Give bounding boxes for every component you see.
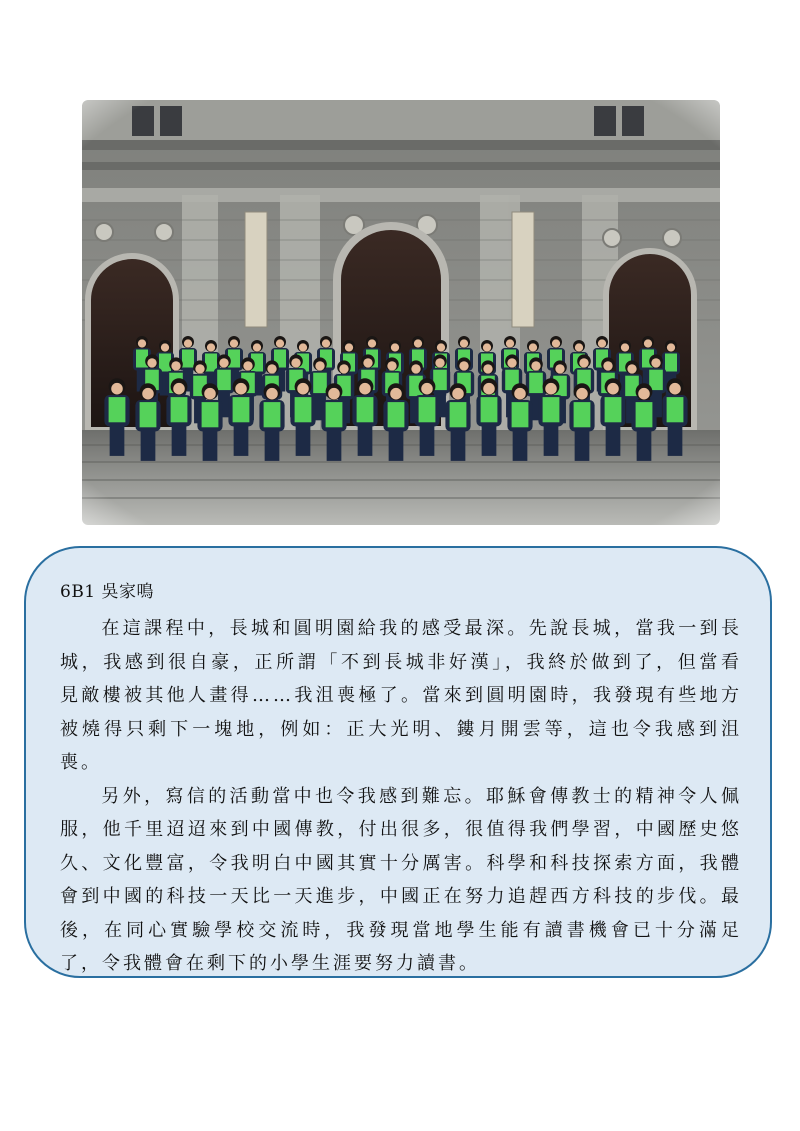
essay-box (24, 546, 772, 978)
church-group-photo-illustration (82, 100, 720, 525)
essay-paragraph-1: 在這課程中，長城和圓明園給我的感受最深。先說長城，當我一到長城，我感到很自豪，正所謂「不到長城非好漢」，我終於做到了，但當看見敵樓被其他人畫得……我沮喪極了。當來到圓明園時，我發現有些地方被燒得只剩下一塊地，例如：正大光明、鏤月開雲等，這也令我感到沮喪。 (60, 618, 742, 773)
group-photo (82, 100, 720, 525)
author-line: 6B1 吳家鳴 (60, 582, 155, 602)
essay-paragraph-2: 另外，寫信的活動當中也令我感到難忘。耶穌會傳教士的精神令人佩服，他千里迢迢來到中國傳教，付出很多，很值得我們學習，中國歷史悠久、文化豐富，令我明白中國其實十分厲害。科學和科技探索方面，我體會到中國的科技一天比一天進步，中國正在努力追趕西方科技的步伐。最後，在同心實驗學校交流時，我發現當地學生能有讀書機會已十分滿足了，令我體會在剩下的小學生涯要努力讀書。 (60, 785, 742, 974)
